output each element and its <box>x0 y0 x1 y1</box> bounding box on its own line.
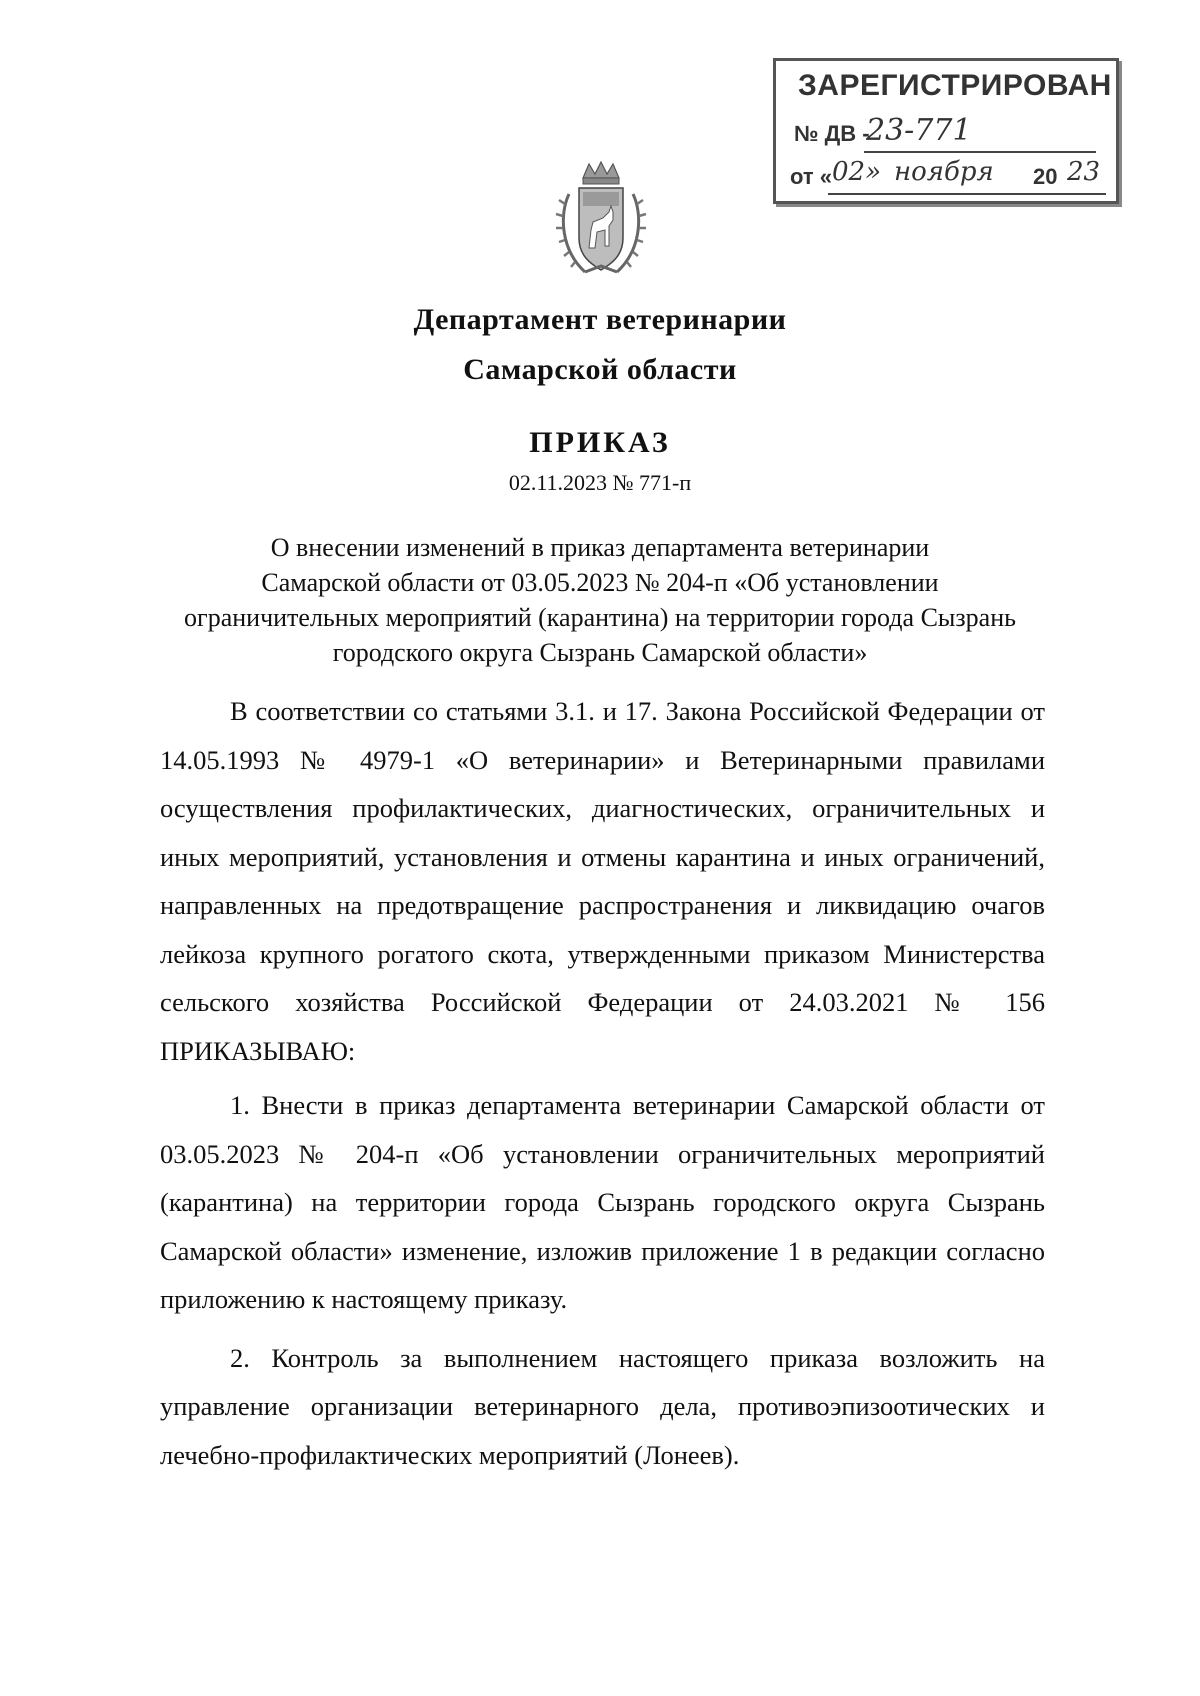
stamp-title: ЗАРЕГИСТРИРОВАН <box>798 69 1112 102</box>
subject-line: О внесении изменений в приказ департамента ветеринарии <box>270 533 930 562</box>
stamp-date-prefix: от « <box>790 164 833 189</box>
stamp-number-value: 23-771 <box>866 113 972 148</box>
subject-line: городского округа Сызрань Самарской области» <box>332 638 868 667</box>
stamp-date-underline <box>828 193 1106 195</box>
stamp-date-day: 02» <box>832 157 882 187</box>
department-region: Самарской области <box>463 353 737 386</box>
body-paragraph-item-1: 1. Внести в приказ департамента ветеринарии Самарской области от 03.05.2023 № 204-п «Об установлении ограничительных мероприятий (карантина) на территории города Сызрань городского округа Сызрань Самарской области» изменение, изложив приложение 1 в редакции согласно приложению к настоящему приказу. <box>160 1090 1045 1314</box>
stamp-date-quote: » <box>865 157 882 187</box>
registration-stamp <box>773 58 1119 204</box>
stamp-date-century: 20 <box>1033 164 1058 189</box>
body-paragraph-preamble: В соответствии со статьями 3.1. и 17. Закона Российской Федерации от 14.05.1993 № 4979-1 «О ветеринарии» и Ветеринарными правилами осуществления профилактических, диагностических, ограничительных и иных мероприятий, установления и отмены карантина и иных ограничений, направленных на предотвращение распространения и ликвидацию очагов лейкоза крупного рогатого скота, утвержденными приказом Министерства сельского хозяйства Российской Федерации от 24.03.2021 № 156 ПРИКАЗЫВАЮ: <box>160 696 1045 1066</box>
subject-line: ограничительных мероприятий (карантина) на территории города Сызрань <box>184 603 1016 632</box>
subject-line: Самарской области от 03.05.2023 № 204-п «Об установлении <box>261 568 939 597</box>
stamp-date-month: ноября <box>894 157 994 187</box>
samara-coat-of-arms-icon <box>555 160 647 282</box>
order-number: 02.11.2023 № 771-п <box>508 470 692 495</box>
department-name: Департамент ветеринарии <box>413 303 787 336</box>
stamp-date-year: 23 <box>1067 157 1101 187</box>
stamp-number-label: № ДВ - <box>794 121 870 146</box>
body-paragraph-item-2: 2. Контроль за выполнением настоящего приказа возложить на управление организации ветеринарного дела, противоэпизоотических и лечебно-профилактических мероприятий (Лонеев). <box>160 1342 1045 1470</box>
order-title: ПРИКАЗ <box>529 426 671 459</box>
order-body <box>160 687 1045 1479</box>
stamp-number-underline <box>864 151 1096 153</box>
order-subject <box>0 530 1200 670</box>
